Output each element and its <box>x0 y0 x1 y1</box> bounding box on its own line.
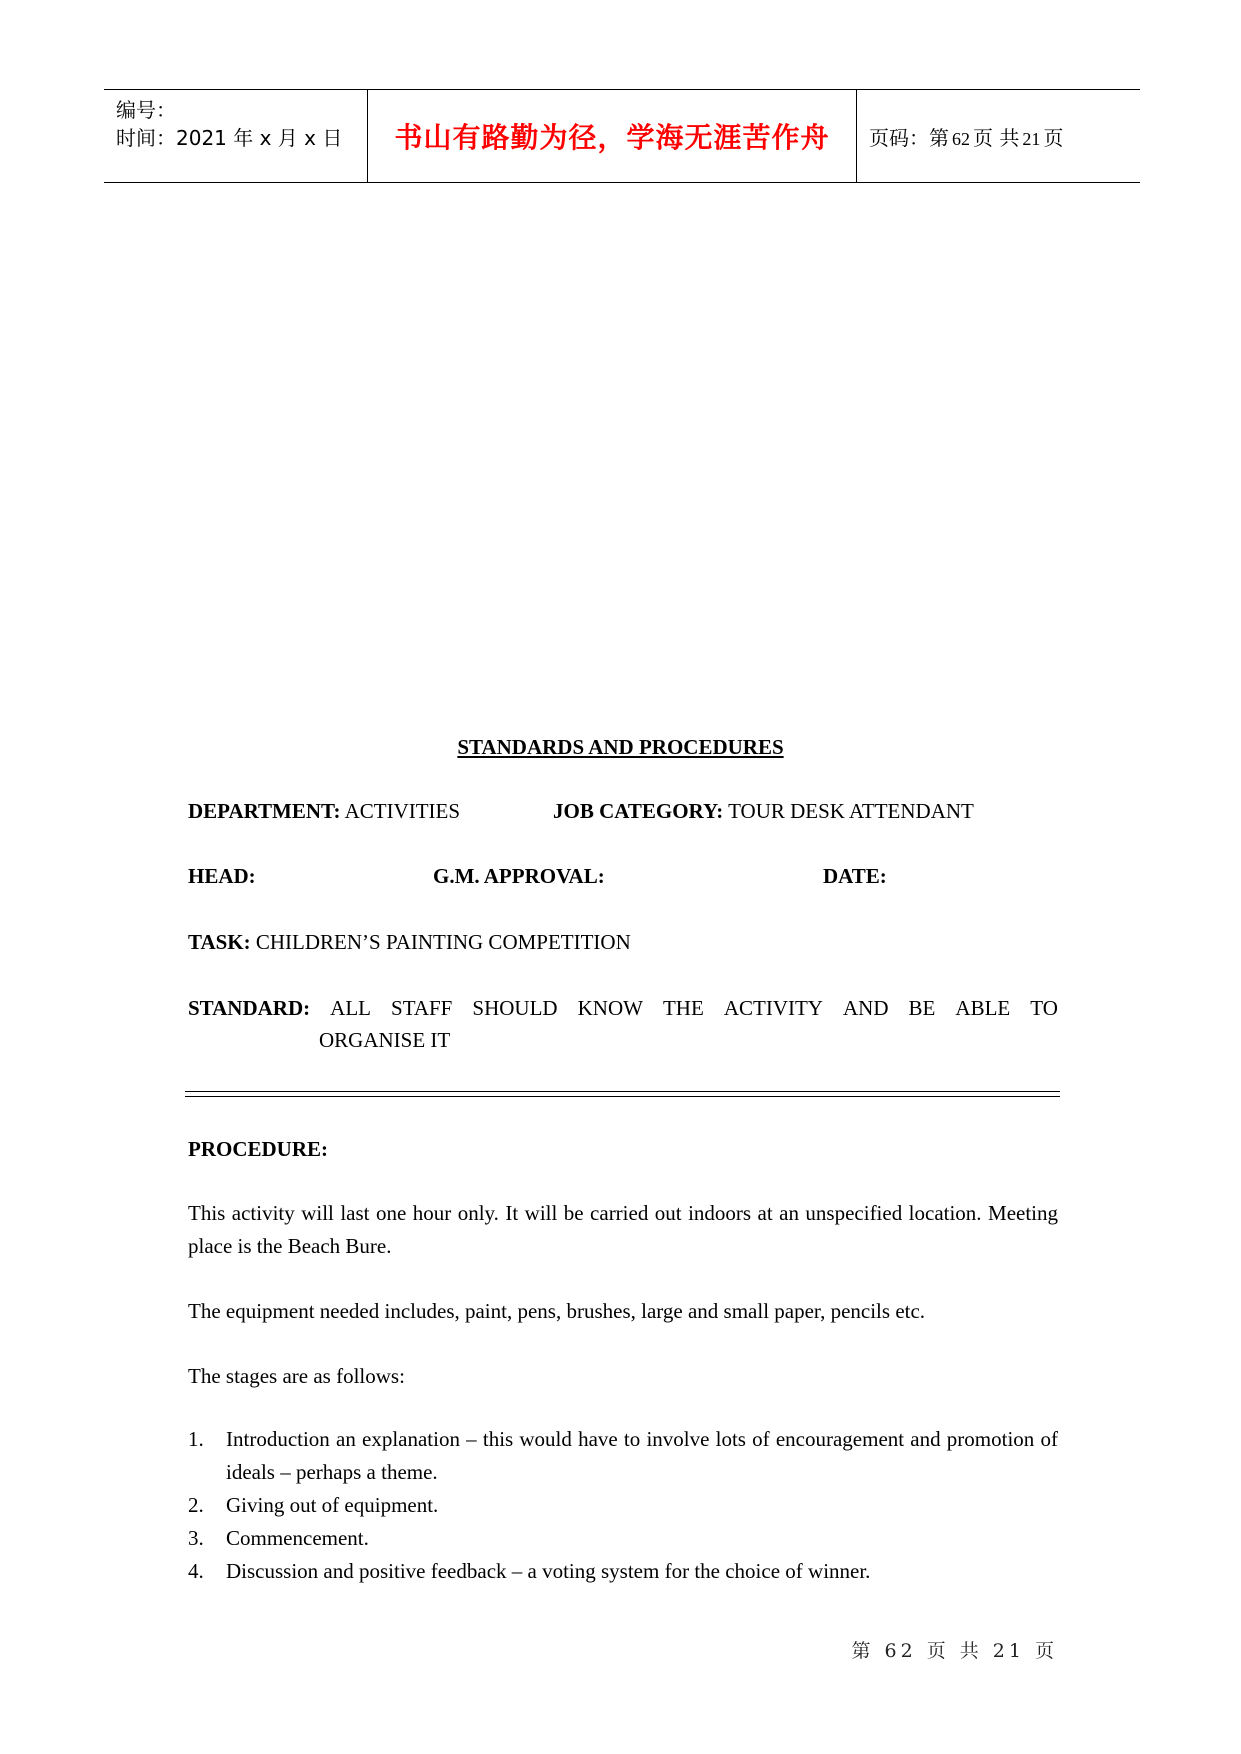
time-label: 时间：2021 年 x 月 x 日 <box>116 126 343 150</box>
list-item-text: Introduction an explanation – this would have to involve lots of encouragement and promotion of ideals – perhaps a theme. <box>226 1427 1058 1484</box>
header-left-cell <box>104 90 368 182</box>
job-category-value: TOUR DESK ATTENDANT <box>723 799 974 823</box>
list-item-text: Discussion and positive feedback – a voting system for the choice of winner. <box>226 1559 871 1583</box>
standard-word: AND <box>843 996 889 1020</box>
standard-word: KNOW <box>577 996 643 1020</box>
department-line <box>188 799 460 824</box>
standard-word: THE <box>662 996 704 1020</box>
page-total: 21 <box>1022 128 1041 149</box>
standard-line-1 <box>188 996 1058 1021</box>
standard-line-2: ORGANISE IT <box>319 1028 451 1052</box>
department-value: ACTIVITIES <box>340 799 461 823</box>
list-item-number: 2. <box>188 1493 204 1517</box>
stages-list <box>188 1423 1058 1588</box>
standard-word: STAFF <box>391 996 453 1020</box>
list-item-number: 3. <box>188 1526 204 1550</box>
list-item-number: 4. <box>188 1559 204 1583</box>
header-motto-cell <box>368 90 857 182</box>
list-item-number: 1. <box>188 1427 204 1451</box>
standard-word: ABLE <box>955 996 1011 1020</box>
task-label: TASK: <box>188 930 251 954</box>
head-label: HEAD: <box>188 864 256 888</box>
header-page-cell <box>857 90 1140 182</box>
page-prefix: 页码：第 <box>869 125 949 150</box>
standard-word: TO <box>1030 996 1058 1020</box>
standard-word: SHOULD <box>472 996 558 1020</box>
standard-word: ACTIVITY <box>723 996 823 1020</box>
task-value: CHILDREN’S PAINTING COMPETITION <box>250 930 631 954</box>
standard-label: STANDARD: <box>188 996 311 1020</box>
page-suffix: 页 <box>1043 125 1064 150</box>
list-item <box>188 1423 1058 1489</box>
page-mid: 页 共 <box>973 125 1020 150</box>
list-item <box>188 1555 1058 1588</box>
page-number: 62 <box>952 128 970 149</box>
procedure-label: PROCEDURE: <box>188 1137 328 1161</box>
job-category-label: JOB CATEGORY: <box>553 799 724 823</box>
standard-word: BE <box>908 996 936 1020</box>
procedure-paragraph-3: The stages are as follows: <box>188 1364 405 1388</box>
gm-approval-label: G.M. APPROVAL: <box>433 864 605 888</box>
list-item-text: Giving out of equipment. <box>226 1493 439 1517</box>
standard-word: ALL <box>330 996 371 1020</box>
code-label: 编号： <box>116 98 176 122</box>
task-line <box>188 930 631 955</box>
double-rule-bottom <box>185 1096 1060 1097</box>
procedure-paragraph-2: The equipment needed includes, paint, pens, brushes, large and small paper, pencils etc. <box>188 1299 926 1323</box>
list-item <box>188 1489 1058 1522</box>
procedure-paragraph-1: This activity will last one hour only. It will be carried out indoors at an unspecified location. Meeting place is the Beach Bure. <box>188 1201 1058 1258</box>
double-rule-top <box>185 1091 1060 1092</box>
header-table <box>104 89 1140 183</box>
standard-block <box>188 996 1058 1053</box>
document-title: STANDARDS AND PROCEDURES <box>457 735 784 759</box>
department-label: DEPARTMENT: <box>188 799 341 823</box>
date-label: DATE: <box>823 864 887 888</box>
job-category-line <box>553 799 974 824</box>
page-footer: 第 62 页 共 21 页 <box>851 1640 1058 1662</box>
list-item-text: Commencement. <box>226 1526 369 1550</box>
motto: 书山有路勤为径，学海无涯苦作舟 <box>394 121 830 154</box>
list-item <box>188 1522 1058 1555</box>
page-code <box>869 122 1063 151</box>
